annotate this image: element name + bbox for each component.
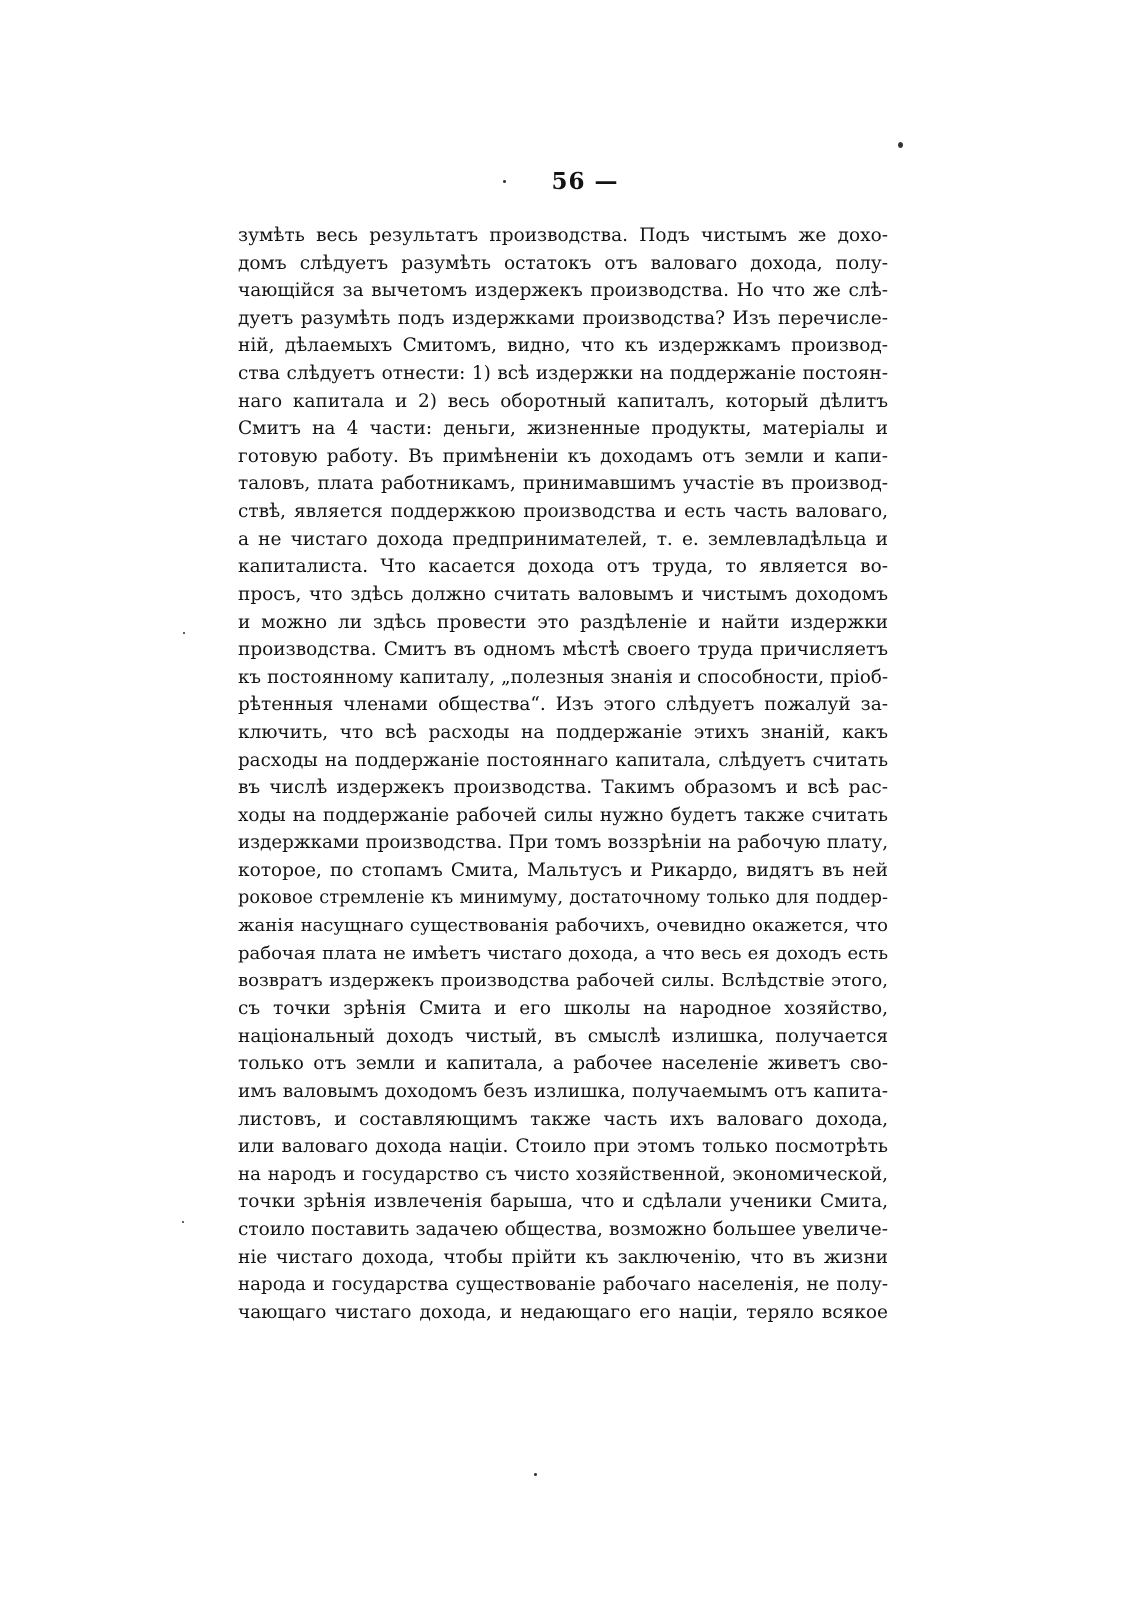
text-line: производства. Смитъ въ одномъ мѣстѣ своего труда причисляетъ [238,639,888,661]
text-line: на народъ и государство съ чисто хозяйственной, экономической, [238,1163,888,1185]
text-line: возвратъ издержекъ производства рабочей силы. Вслѣдствіе этого, [238,970,888,992]
text-line: жанія насущнаго существованія рабочихъ, очевидно окажется, что [238,915,888,937]
text-line: точки зрѣнія извлеченія барыша, что и сдѣлали ученики Смита, [238,1191,888,1213]
text-line: зумѣть весь результатъ производства. Подъ чистымъ же дохо- [238,225,888,246]
text-line: имъ валовымъ доходомъ безъ излишка, получаемымъ отъ капита- [238,1080,888,1102]
page-number: 56 — [551,168,619,195]
text-line: Смитъ на 4 части: деньги, жизненные продукты, матеріалы и [238,418,888,440]
text-line: къ постоянному капиталу, „полезныя знанія и способности, пріоб- [238,666,888,688]
text-line: чающаго чистаго дохода, и недающаго его націи, теряло всякое [238,1301,888,1323]
text-line: въ числѣ издержекъ производства. Такимъ образомъ и всѣ рас- [238,777,888,799]
text-line: просъ, что здѣсь должно считать валовымъ и чистымъ доходомъ [238,583,888,605]
text-line: таловъ, плата работникамъ, принимавшимъ участіе въ производ- [238,473,888,495]
text-line: а не чистаго дохода предпринимателей, т. е. землевладѣльца и [238,528,888,550]
text-line: рабочая плата не имѣетъ чистаго дохода, а что весь ея доходъ есть [238,942,888,964]
scan-speck [503,180,506,183]
text-line: листовъ, и составляющимъ также часть ихъ валоваго дохода, [238,1108,888,1130]
text-line: или валоваго дохода націи. Стоило при этомъ только посмотрѣть [238,1136,888,1158]
text-line: ключить, что всѣ расходы на поддержаніе этихъ знаній, какъ [238,721,888,743]
text-line: и можно ли здѣсь провести это раздѣленіе и найти издержки [238,611,888,633]
text-line: которое, по стопамъ Смита, Мальтусъ и Рикардо, видятъ въ ней [238,860,888,882]
text-line: домъ слѣдуетъ разумѣть остатокъ отъ валоваго дохода, полу- [238,252,888,274]
text-line: съ точки зрѣнія Смита и его школы на народное хозяйство, [238,998,888,1020]
text-line: готовую работу. Въ примѣненіи къ доходамъ отъ земли и капи- [238,445,888,467]
scan-speck [898,142,903,148]
text-line: ніе чистаго дохода, чтобы прійти къ заключенію, что въ жизни [238,1246,888,1268]
text-line: ній, дѣлаемыхъ Смитомъ, видно, что къ издержкамъ производ- [238,335,888,357]
text-line: ствѣ, является поддержкою производства и есть часть валоваго, [238,501,888,523]
text-line: роковое стремленіе къ минимуму, достаточному только для поддер- [238,887,888,908]
scan-speck [182,1221,184,1223]
text-line: дуетъ разумѣть подъ издержками производства? Изъ перечисле- [238,307,888,329]
text-line: національный доходъ чистый, въ смыслѣ излишка, получается [238,1025,888,1047]
scan-speck [534,1473,537,1476]
text-line: рѣтенныя членами общества“. Изъ этого слѣдуетъ пожалуй за- [238,694,888,716]
text-line: издержками производства. При томъ воззрѣніи на рабочую плату, [238,832,888,854]
text-line: народа и государства существованіе рабочаго населенія, не полу- [238,1274,888,1296]
text-line: ходы на поддержаніе рабочей силы нужно будетъ также считать [238,804,888,826]
body-text [238,222,888,1326]
text-line: стоило поставить задачею общества, возможно большее увеличе- [238,1218,888,1240]
scan-speck [183,632,185,634]
text-line: ства слѣдуетъ отнести: 1) всѣ издержки на поддержаніе постоян- [238,363,888,385]
text-line: наго капитала и 2) весь оборотный капиталъ, который дѣлитъ [238,390,888,412]
text-line: капиталиста. Что касается дохода отъ труда, то является во- [238,556,888,578]
text-line: чающійся за вычетомъ издержекъ производства. Но что же слѣ- [238,280,888,302]
text-line: расходы на поддержаніе постояннаго капитала, слѣдуетъ считать [238,749,888,771]
text-line: только отъ земли и капитала, а рабочее населеніе живетъ сво- [238,1053,888,1075]
